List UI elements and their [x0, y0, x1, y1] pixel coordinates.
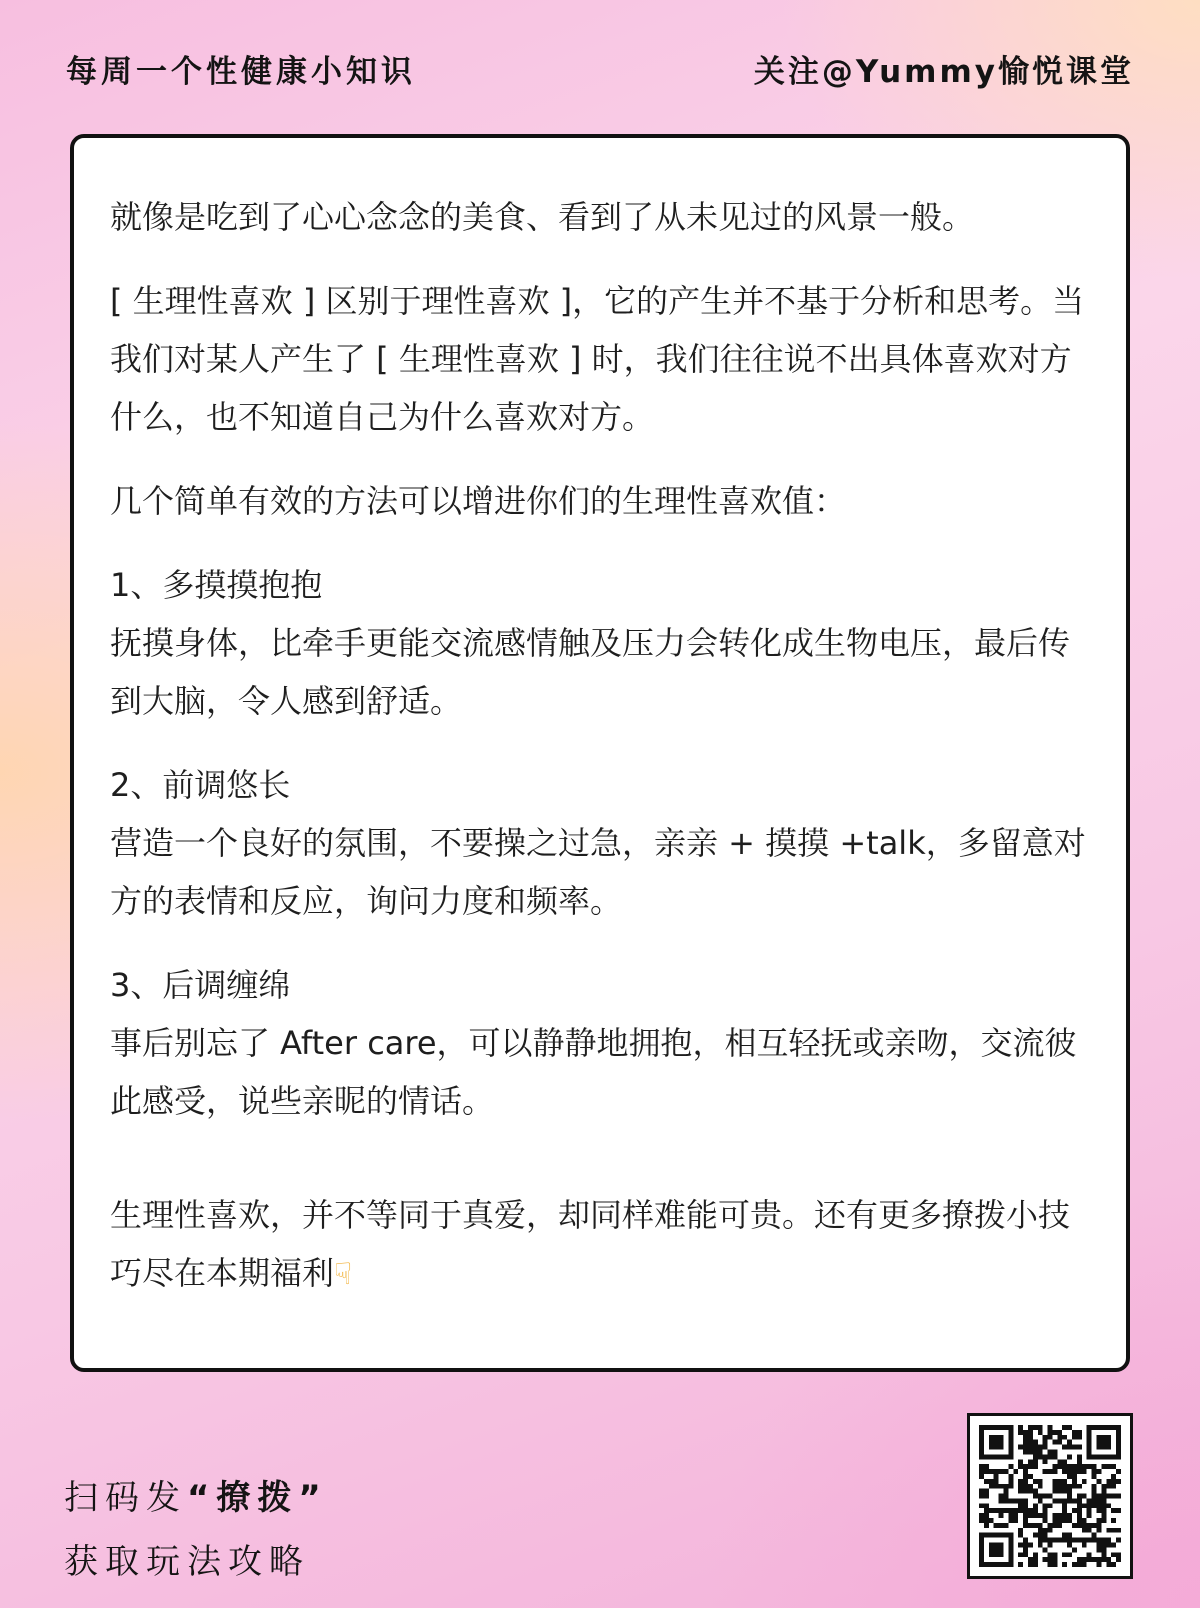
paragraph-methods-intro: 几个简单有效的方法可以增进你们的生理性喜欢值：: [110, 482, 847, 520]
paragraph-intro: 就像是吃到了心心念念的美食、看到了从未见过的风景一般。: [110, 198, 975, 236]
footer-keyword: “撩拨”: [187, 1478, 328, 1518]
tip-3-body: 事后别忘了 After care，可以静静地拥抱，相互轻抚或亲吻，交流彼此感受，说些亲昵的情话。: [110, 1024, 1077, 1120]
header-right-follow: 关注@Yummy愉悦课堂: [753, 54, 1134, 90]
tip-3: [110, 956, 1090, 1130]
closing-text: 生理性喜欢，并不等同于真爱，却同样难能可贵。还有更多撩拨小技巧尽在本期福利: [110, 1196, 1071, 1292]
tip-3-title: 3、后调缠绵: [110, 966, 291, 1004]
header-left-title: 每周一个性健康小知识: [66, 54, 416, 90]
qr-code[interactable]: [967, 1413, 1133, 1579]
content-card: [70, 134, 1130, 1372]
tip-2-title: 2、前调悠长: [110, 766, 291, 804]
pointing-down-hand-icon: ☟: [334, 1257, 353, 1292]
tip-1-body: 抚摸身体，比牵手更能交流感情触及压力会转化成生物电压，最后传到大脑，令人感到舒适。: [110, 624, 1071, 720]
paragraph-definition: [ 生理性喜欢 ] 区别于理性喜欢 ]，它的产生并不基于分析和思考。当我们对某人产生了 [ 生理性喜欢 ] 时，我们往往说不出具体喜欢对方什么，也不知道自己为什么喜欢对方。: [110, 282, 1085, 436]
tip-2-body: 营造一个良好的氛围，不要操之过急，亲亲 + 摸摸 +talk，多留意对方的表情和反应，询问力度和频率。: [110, 824, 1086, 920]
footer-scan-prefix: 扫码发: [64, 1478, 187, 1518]
paragraph-closing: [110, 1186, 1090, 1304]
tip-1-title: 1、多摸摸抱抱: [110, 566, 323, 604]
footer-get-guide: 获取玩法攻略: [64, 1542, 310, 1582]
tip-2: [110, 756, 1090, 930]
footer-scan-instruction: [64, 1470, 328, 1519]
tip-1: [110, 556, 1090, 730]
qr-code-icon: [979, 1425, 1121, 1567]
